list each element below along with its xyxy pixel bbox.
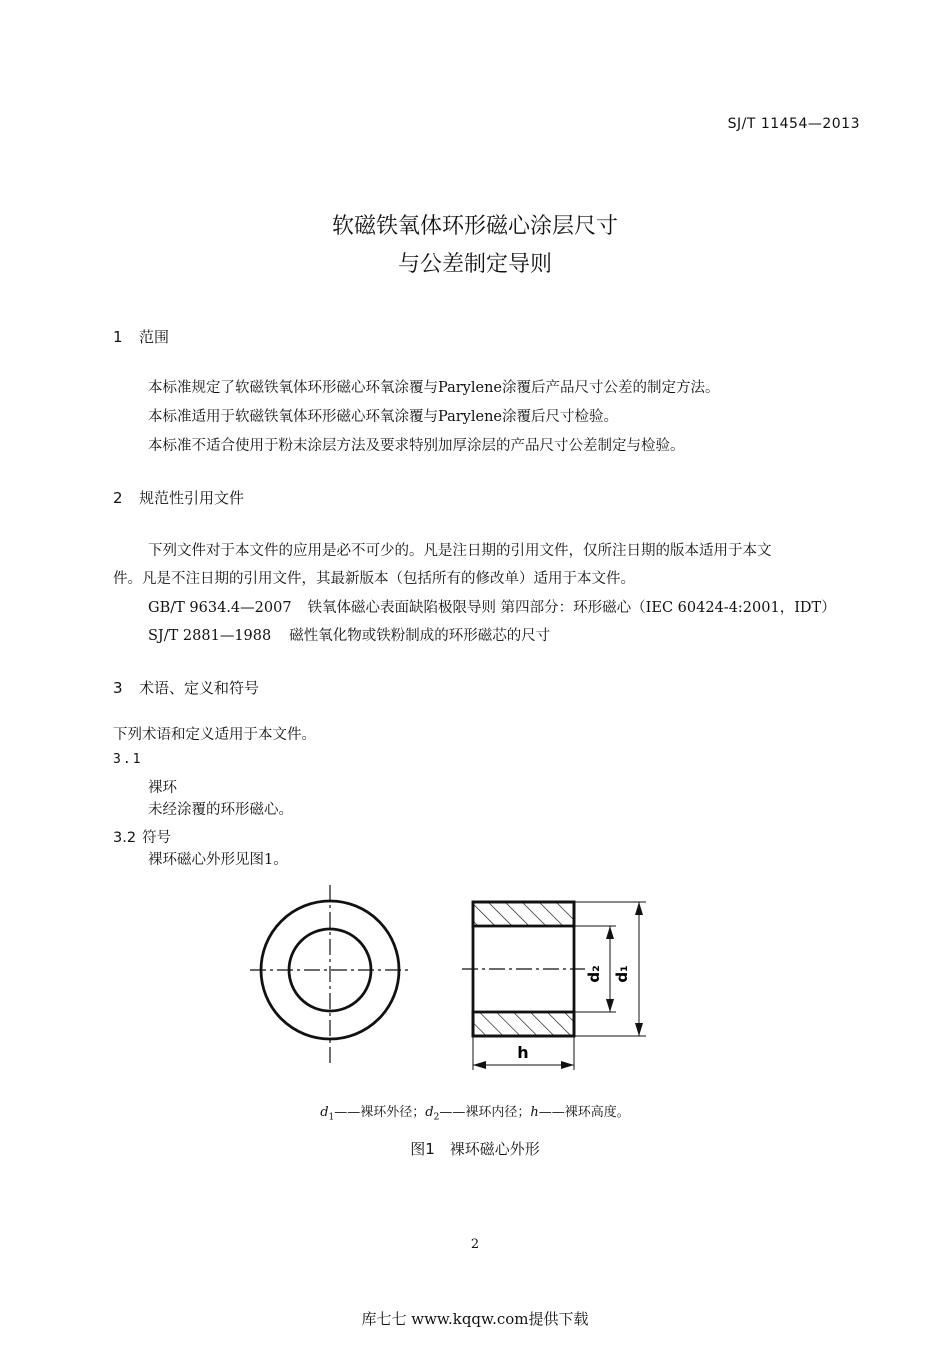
symbol-d1: d bbox=[320, 1105, 329, 1120]
ring-top-view bbox=[250, 885, 412, 1063]
reference-item bbox=[148, 626, 550, 646]
reference-code: SJ/T 2881—1988 bbox=[148, 628, 272, 644]
document-title-line1: 软磁铁氧体环形磁心涂层尺寸 bbox=[331, 214, 618, 239]
paragraph: 本标准不适合使用于粉末涂层方法及要求特别加厚涂层的产品尺寸公差制定与检验。 bbox=[148, 438, 685, 454]
arrow-icon bbox=[635, 902, 643, 915]
section-2-heading bbox=[113, 487, 244, 508]
arrow-icon bbox=[606, 999, 614, 1012]
arrow-icon bbox=[473, 1061, 486, 1069]
legend-text: ——裸环外径； bbox=[334, 1105, 426, 1120]
standard-code: SJ/T 11454—2013 bbox=[727, 116, 860, 132]
legend-text: ——裸环内径； bbox=[439, 1105, 531, 1120]
legend-text: ——裸环高度。 bbox=[538, 1105, 630, 1120]
paragraph: 下列术语和定义适用于本文件。 bbox=[113, 727, 316, 743]
subsection-3-2-heading bbox=[113, 826, 171, 847]
section-3-heading bbox=[113, 677, 259, 698]
term-definition: 未经涂覆的环形磁心。 bbox=[148, 802, 293, 818]
bare-ring-figure bbox=[250, 885, 660, 1075]
h-label: h bbox=[517, 1043, 529, 1062]
top-hatch bbox=[473, 902, 574, 926]
section-1-heading bbox=[113, 326, 169, 347]
reference-code: GB/T 9634.4—2007 bbox=[148, 600, 292, 616]
section-title: 范围 bbox=[139, 328, 170, 346]
section-title: 规范性引用文件 bbox=[139, 489, 245, 507]
subsection-number: 3.2 bbox=[113, 830, 137, 846]
section-title: 术语、定义和符号 bbox=[139, 679, 260, 697]
reference-item bbox=[148, 598, 836, 618]
subscript: 2 bbox=[433, 1112, 440, 1123]
footer-text: 库七七 www.kqqw.com提供下载 bbox=[361, 1310, 589, 1328]
symbol-d2: d bbox=[425, 1105, 434, 1120]
subsection-title: 符号 bbox=[142, 830, 172, 846]
paragraph: 本标准规定了软磁铁氧体环形磁心环氧涂覆与Parylene涂覆后产品尺寸公差的制定方法。 bbox=[148, 380, 720, 396]
d2-label: d₂ bbox=[585, 965, 603, 983]
document-title-line2: 与公差制定导则 bbox=[397, 252, 552, 277]
page-number: 2 bbox=[470, 1237, 480, 1252]
d1-label: d₁ bbox=[613, 965, 631, 983]
paragraph: 裸环磁心外形见图1。 bbox=[148, 852, 288, 868]
section-number: 3 bbox=[113, 679, 123, 697]
reference-title: 铁氧体磁心表面缺陷极限导则 第四部分：环形磁心（IEC 60424-4:2001，IDT） bbox=[307, 600, 836, 616]
subsection-number: 3.1 bbox=[113, 752, 143, 767]
subscript: 1 bbox=[328, 1112, 335, 1123]
reference-title: 磁性氧化物或铁粉制成的环形磁芯的尺寸 bbox=[289, 628, 551, 644]
figure-legend bbox=[0, 1101, 950, 1123]
section-number: 2 bbox=[113, 489, 123, 507]
figure-title: 图1 裸环磁心外形 bbox=[410, 1140, 540, 1158]
paragraph: 下列文件对于本文件的应用是必不可少的。凡是注日期的引用文件，仅所注日期的版本适用于本文 bbox=[148, 543, 772, 559]
arrow-icon bbox=[561, 1061, 574, 1069]
symbol-h: h bbox=[530, 1105, 539, 1120]
arrow-icon bbox=[606, 926, 614, 939]
bottom-hatch bbox=[473, 1012, 574, 1036]
ring-section-view bbox=[462, 902, 646, 1070]
section-number: 1 bbox=[113, 328, 123, 346]
paragraph: 件。凡是不注日期的引用文件，其最新版本（包括所有的修改单）适用于本文件。 bbox=[113, 571, 635, 587]
term: 裸环 bbox=[148, 780, 177, 796]
arrow-icon bbox=[635, 1023, 643, 1036]
paragraph: 本标准适用于软磁铁氧体环形磁心环氧涂覆与Parylene涂覆后尺寸检验。 bbox=[148, 409, 619, 425]
